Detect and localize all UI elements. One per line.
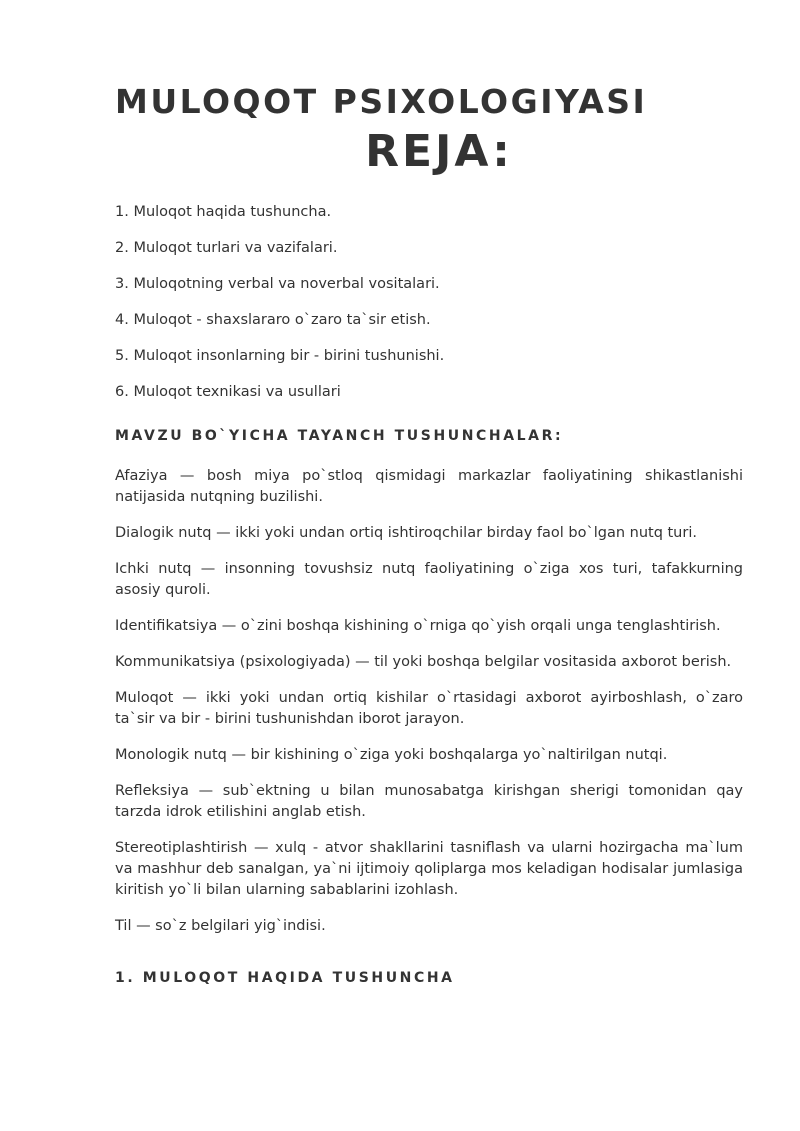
plan-item: 5. Muloqot insonlarning bir - birini tushunishi. bbox=[115, 348, 445, 364]
glossary-item: Identifikatsiya — o`zini boshqa kishining o`rniga qo`yish orqali unga tenglashtirish. bbox=[115, 618, 721, 634]
plan-title: REJA: bbox=[365, 126, 513, 177]
glossary-item: Dialogik nutq — ikki yoki undan ortiq ishtiroqchilar birday faol bo`lgan nutq turi. bbox=[115, 525, 697, 541]
plan-item: 1. Muloqot haqida tushuncha. bbox=[115, 204, 332, 220]
plan-item: 4. Muloqot - shaxslararo o`zaro ta`sir etish. bbox=[115, 312, 431, 328]
glossary-item: Afaziya — bosh miya po`stloq qismidagi markazlar faoliyatining shikastlanishi natijasida nutqning buzilishi. bbox=[115, 468, 743, 505]
glossary-item: Refleksiya — sub`ektning u bilan munosabatga kirishgan sherigi tomonidan qay tarzda idrok etilishini anglab etish. bbox=[115, 783, 743, 820]
glossary-heading: MAVZU BO`YICHA TAYANCH TUSHUNCHALAR: bbox=[115, 428, 564, 444]
glossary-item: Kommunikatsiya (psixologiyada) — til yoki boshqa belgilar vositasida axborot berish. bbox=[115, 654, 732, 670]
document-title: MULOQOT PSIXOLOGIYASI bbox=[115, 82, 648, 121]
glossary bbox=[115, 466, 743, 937]
plan-item: 2. Muloqot turlari va vazifalari. bbox=[115, 240, 338, 256]
glossary-item: Monologik nutq — bir kishining o`ziga yoki boshqalarga yo`naltirilgan nutqi. bbox=[115, 747, 668, 763]
section-heading: 1. MULOQOT HAQIDA TUSHUNCHA bbox=[115, 970, 455, 986]
glossary-item: Muloqot — ikki yoki undan ortiq kishilar o`rtasidagi axborot ayirboshlash, o`zaro ta`sir va bir - birini tushunishdan iborot jarayon. bbox=[115, 690, 743, 727]
plan-item: 3. Muloqotning verbal va noverbal vositalari. bbox=[115, 276, 440, 292]
glossary-item: Stereotiplashtirish — xulq - atvor shakllarini tasniflash va ularni hozirgacha ma`lum va mashhur deb sanalgan, ya`ni ijtimoiy qoliplarga mos keladigan hodisalar jumlasiga kiritish yo`li bilan ularning sabablarini izohlash. bbox=[115, 840, 743, 898]
plan-item: 6. Muloqot texnikasi va usullari bbox=[115, 384, 341, 400]
plan-list bbox=[115, 202, 743, 402]
glossary-item: Til — so`z belgilari yig`indisi. bbox=[115, 918, 326, 934]
glossary-item: Ichki nutq — insonning tovushsiz nutq faoliyatining o`ziga xos turi, tafakkurning asosiy quroli. bbox=[115, 561, 743, 598]
